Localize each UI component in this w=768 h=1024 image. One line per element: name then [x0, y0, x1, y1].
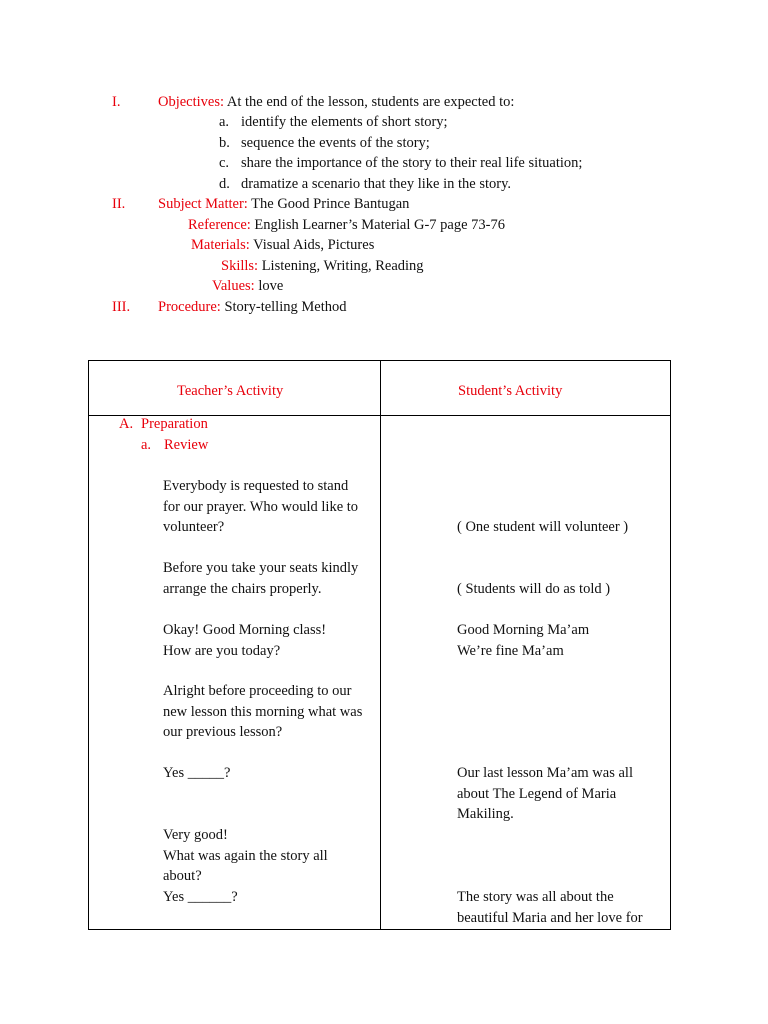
objective-marker: b. [219, 135, 230, 151]
section-marker: A. [119, 416, 134, 432]
teacher-paragraph [163, 620, 326, 661]
materials-text: Visual Aids, Pictures [253, 237, 375, 253]
teacher-line: for our prayer. Who would like to [163, 498, 359, 515]
subject-matter-numeral: II. [112, 196, 126, 212]
student-paragraph [457, 620, 589, 661]
objective-item: sequence the events of the story; [241, 135, 430, 151]
teacher-line: What was again the story all [163, 847, 328, 864]
teacher-line: Very good! [163, 827, 228, 843]
objectives-numeral: I. [112, 94, 121, 110]
objective-item: dramatize a scenario that they like in the story. [241, 176, 512, 192]
teacher-line: Yes _____? [163, 765, 231, 781]
subject-matter-label: Subject Matter: [158, 196, 248, 212]
teacher-line: Alright before proceeding to our [163, 683, 352, 699]
reference-line [188, 215, 505, 235]
skills-text: Listening, Writing, Reading [261, 258, 424, 274]
student-activity-header: Student’s Activity [458, 383, 563, 399]
subject-matter-text: The Good Prince Bantugan [251, 196, 410, 212]
teacher-paragraph [163, 476, 358, 538]
reference-text: English Learner’s Material G-7 page 73-76 [254, 217, 505, 233]
student-line: We’re fine Ma’am [457, 642, 564, 659]
teacher-paragraph [163, 558, 358, 599]
student-paragraph [457, 517, 628, 538]
subject-matter-line [158, 194, 409, 214]
teacher-activity-header: Teacher’s Activity [177, 383, 284, 399]
student-paragraph [457, 763, 633, 825]
teacher-paragraph [163, 763, 230, 784]
reference-label: Reference: [188, 217, 251, 233]
student-line: beautiful Maria and her love for [457, 909, 643, 926]
objectives-label: Objectives: [158, 94, 225, 110]
teacher-line: Okay! Good Morning class! [163, 622, 327, 638]
skills-line [221, 256, 424, 276]
objective-marker: a. [219, 114, 230, 130]
teacher-line: volunteer? [163, 519, 225, 535]
procedure-text: Story-telling Method [224, 299, 347, 315]
values-text: love [258, 278, 284, 294]
student-line: Good Morning Ma’am [457, 622, 590, 638]
teacher-line: Everybody is requested to stand [163, 478, 349, 494]
section-label: Preparation [141, 416, 208, 432]
subsection-label: Review [164, 437, 209, 453]
objective-item: share the importance of the story to their real life situation; [241, 155, 583, 171]
student-line: ( Students will do as told ) [457, 581, 611, 597]
teacher-line: our previous lesson? [163, 724, 283, 740]
activity-table [88, 360, 671, 930]
values-line [212, 276, 283, 296]
student-line: Makiling. [457, 806, 514, 822]
student-line: The story was all about the [457, 889, 614, 905]
column-divider [380, 361, 381, 929]
objective-marker: c. [219, 155, 230, 171]
teacher-line: Before you take your seats kindly [163, 560, 359, 576]
teacher-paragraph [163, 681, 362, 743]
teacher-line: about? [163, 868, 202, 884]
values-label: Values: [212, 278, 255, 294]
objective-marker: d. [219, 176, 230, 192]
procedure-line [158, 297, 346, 317]
procedure-label: Procedure: [158, 299, 221, 315]
materials-label: Materials: [191, 237, 250, 253]
skills-label: Skills: [221, 258, 259, 274]
materials-line [191, 235, 374, 255]
teacher-line: arrange the chairs properly. [163, 580, 322, 597]
student-paragraph [457, 887, 643, 928]
teacher-paragraph [163, 825, 328, 907]
student-line: about The Legend of Maria [457, 785, 617, 802]
teacher-line: How are you today? [163, 642, 281, 659]
student-paragraph [457, 579, 610, 600]
subsection-marker: a. [141, 437, 152, 453]
teacher-line: new lesson this morning what was [163, 703, 363, 720]
student-line: Our last lesson Ma’am was all [457, 765, 633, 781]
objective-item: identify the elements of short story; [241, 114, 448, 130]
student-line: ( One student will volunteer ) [457, 519, 629, 535]
objectives-text: At the end of the lesson, students are expected to: [226, 94, 515, 110]
procedure-numeral: III. [112, 299, 131, 315]
teacher-line: Yes ______? [163, 888, 238, 905]
objectives-line [158, 92, 514, 112]
